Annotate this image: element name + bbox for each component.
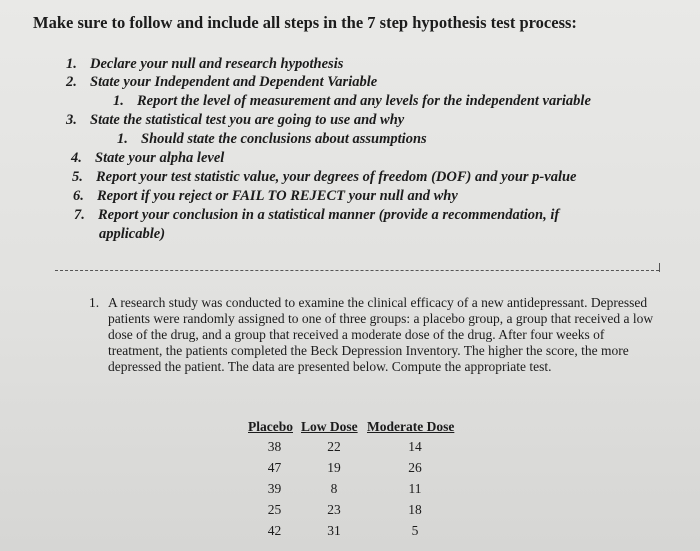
column-header: Moderate Dose [367, 419, 455, 434]
data-table [248, 418, 463, 541]
table-row [248, 520, 463, 541]
table-cell: 5 [411, 522, 419, 538]
table-cell: 25 [267, 501, 282, 517]
table-cell: 11 [408, 480, 422, 496]
sub-step-item: 1. Should state the conclusions about assumptions [117, 131, 427, 147]
step-item-continuation: applicable) [99, 226, 166, 242]
step-item: 1. Declare your null and research hypothesis [66, 56, 344, 72]
table-cell: 14 [408, 438, 422, 454]
table-cell: 42 [267, 522, 282, 538]
table-cell: 39 [267, 480, 282, 496]
table-cell: 8 [330, 480, 338, 496]
step-item: 5. Report your test statistic value, your degrees of freedom (DOF) and your p-value [72, 169, 577, 185]
table-cell: 38 [267, 438, 282, 454]
table-row [248, 436, 463, 457]
sub-step-item: 1. Report the level of measurement and any levels for the independent variable [113, 93, 591, 109]
table-cell: 19 [327, 459, 341, 475]
problem-statement [89, 295, 661, 375]
dashed-divider [55, 270, 659, 271]
table-row [248, 478, 463, 499]
table-cell: 18 [408, 501, 422, 517]
instructions-heading: Make sure to follow and include all steps in the 7 step hypothesis test process: [33, 13, 577, 32]
problem-number: 1. [89, 295, 100, 310]
table-cell: 47 [267, 459, 282, 475]
table-row [248, 457, 463, 478]
table-row [248, 499, 463, 520]
step-item: 6. Report if you reject or FAIL TO REJECT your null and why [73, 188, 458, 204]
table-cell: 23 [327, 501, 341, 517]
step-item: 3. State the statistical test you are going to use and why [66, 112, 405, 128]
table-cell: 31 [327, 522, 341, 538]
divider-end-tick [659, 263, 660, 272]
table-header-row [248, 418, 463, 436]
step-item: 4. State your alpha level [71, 150, 225, 166]
step-item: 7. Report your conclusion in a statistical manner (provide a recommendation, if [74, 207, 560, 223]
column-header: Low Dose [301, 419, 358, 434]
problem-text: A research study was conducted to examine the clinical efficacy of a new antidepressant. Depressed patients were randomly assigned to one of three groups: a placebo group, a group that received a low dose of the drug, and a group that received a moderate dose of the drug. After four weeks of treatment, the patients completed the Beck Depression Inventory. The higher the score, the more depressed the patient. The data are presented below. Compute the appropriate test. [108, 295, 654, 374]
step-item: 2. State your Independent and Dependent Variable [66, 74, 378, 90]
table-cell: 22 [327, 438, 341, 454]
column-header: Placebo [248, 419, 293, 434]
table-cell: 26 [408, 459, 422, 475]
